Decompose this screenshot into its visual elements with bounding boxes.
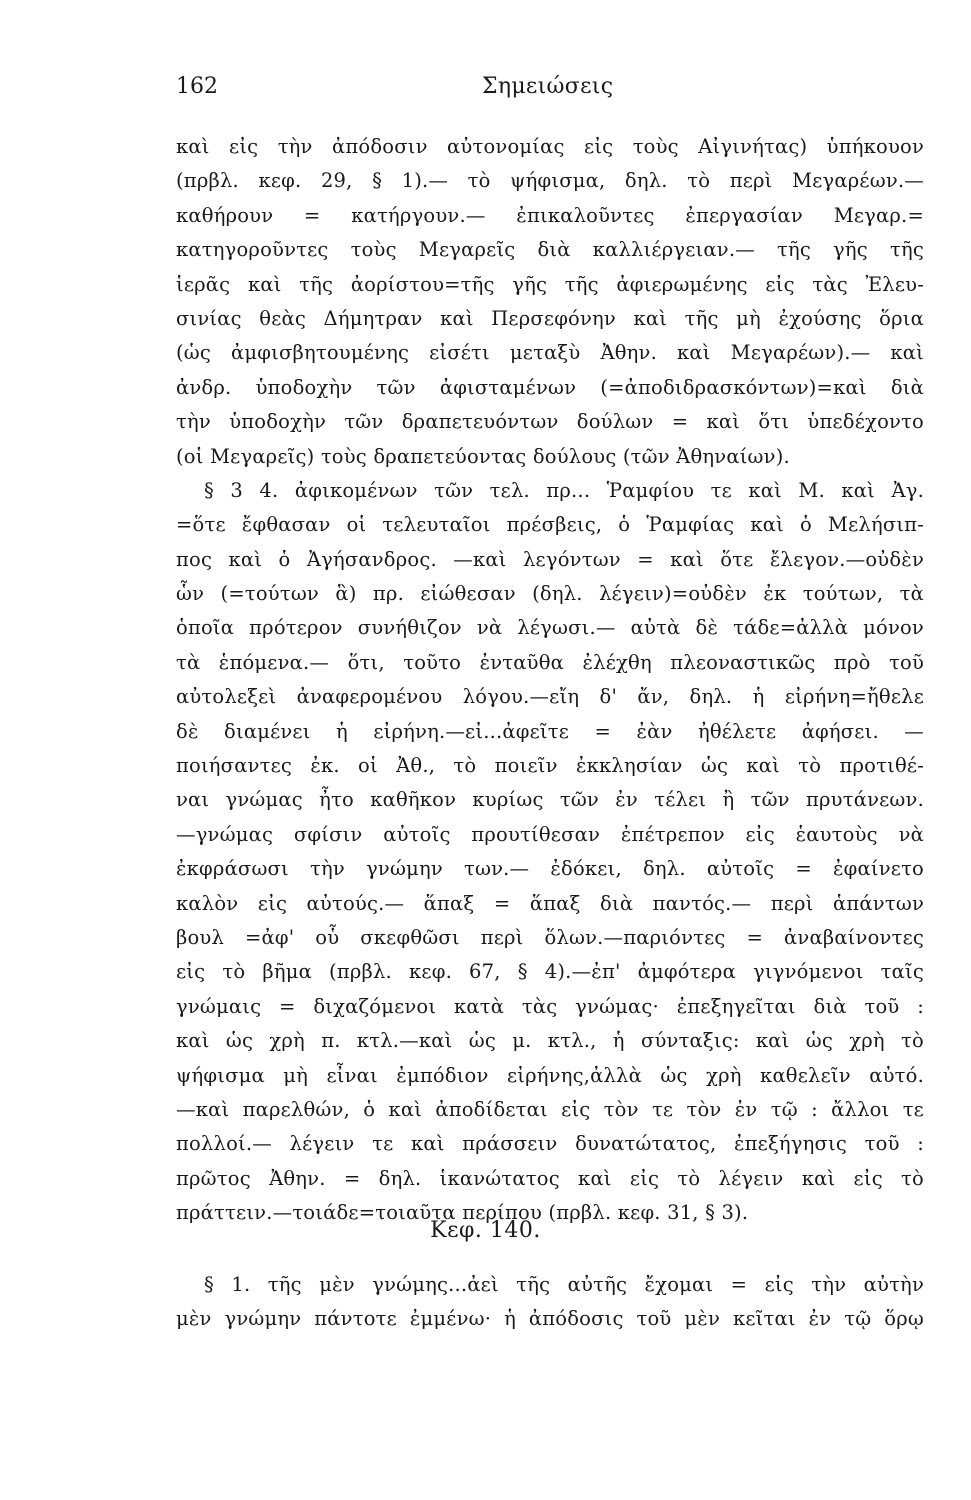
text-line: ἱερᾶς καὶ τῆς ἀορίστου=τῆς γῆς τῆς ἀφιερωμένης εἰς τὰς Ἐλευ- xyxy=(176,272,924,296)
text-line: γνώμαις = διχαζόμενοι κατὰ τὰς γνώμας· ἐπεξηγεῖται διὰ τοῦ : xyxy=(176,994,924,1018)
text-line: σινίας θεὰς Δήμητραν καὶ Περσεφόνην καὶ τῆς μὴ ἐχούσης ὅρια xyxy=(176,306,924,330)
text-line: πος καὶ ὁ Ἀγήσανδρος. —καὶ λεγόντων = καὶ ὅτε ἔλεγον.—οὐδὲν xyxy=(176,547,924,571)
text-line: αὐτολεξεὶ ἀναφερομένου λόγου.—εἴη δ' ἄν, δηλ. ἡ εἰρήνη=ἤθελε xyxy=(176,685,924,709)
chapter-heading: Κεφ. 140. xyxy=(430,1218,541,1243)
text-line: βουλ =ἀφ' οὗ σκεφθῶσι περὶ ὅλων.—παριόντες = ἀναβαίνοντες xyxy=(176,925,924,949)
notes-text-block xyxy=(176,130,924,1231)
text-line: § 3 4. ἀφικομένων τῶν τελ. πρ... Ῥαμφίου τε καὶ Μ. καὶ Ἀγ. xyxy=(204,478,924,502)
text-line: πρῶτος Ἀθην. = δηλ. ἱκανώτατος καὶ εἰς τὸ λέγειν καὶ εἰς τὸ xyxy=(176,1166,924,1190)
text-line: καλὸν εἰς αὐτούς.— ἅπαξ = ἅπαξ διὰ παντός.— περὶ ἁπάντων xyxy=(176,891,924,915)
text-line: τὴν ὑποδοχὴν τῶν δραπετευόντων δούλων = καὶ ὅτι ὑπεδέχοντο xyxy=(176,410,924,434)
text-line: ὧν (=τούτων ἃ) πρ. εἰώθεσαν (δηλ. λέγειν)=οὐδὲν ἐκ τούτων, τὰ xyxy=(176,582,924,606)
running-title: Σημειώσεις xyxy=(482,74,614,99)
text-line: (ὡς ἀμφισβητουμένης εἰσέτι μεταξὺ Ἀθην. καὶ Μεγαρέων).— καὶ xyxy=(176,341,924,365)
text-line: καὶ εἰς τὴν ἀπόδοσιν αὐτονομίας εἰς τοὺς Αἰγινήτας) ὑπήκουον xyxy=(176,135,924,158)
text-line: εἰς τὸ βῆμα (πρβλ. κεφ. 67, § 4).—ἐπ' ἀμφότερα γιγνόμενοι ταῖς xyxy=(176,960,924,984)
chapter-140-text-block xyxy=(176,1268,924,1337)
text-line: ἐκφράσωσι τὴν γνώμην των.— ἐδόκει, δηλ. αὐτοῖς = ἐφαίνετο xyxy=(176,857,924,881)
text-line: καθήρουν = κατήργουν.— ἐπικαλοῦντες ἐπεργασίαν Μεγαρ.= xyxy=(176,203,924,227)
text-line: πολλοί.— λέγειν τε καὶ πράσσειν δυνατώτατος, ἐπεξήγησις τοῦ : xyxy=(176,1132,924,1156)
text-line: ἀνδρ. ὑποδοχὴν τῶν ἀφισταμένων (=ἀποδιδρασκόντων)=καὶ διὰ xyxy=(176,375,924,399)
text-line: ψήφισμα μὴ εἶναι ἐμπόδιον εἰρήνης,ἀλλὰ ὡς χρὴ καθελεῖν αὐτό. xyxy=(176,1063,924,1087)
text-line: —γνώμας σφίσιν αὐτοῖς προυτίθεσαν ἐπέτρεπον εἰς ἑαυτοὺς νὰ xyxy=(176,822,924,846)
text-line: (πρβλ. κεφ. 29, § 1).— τὸ ψήφισμα, δηλ. τὸ περὶ Μεγαρέων.— xyxy=(176,169,924,193)
text-line: (οἱ Μεγαρεῖς) τοὺς δραπετεύοντας δούλους (τῶν Ἀθηναίων). xyxy=(176,444,790,468)
text-line: —καὶ παρελθών, ὁ καὶ ἀποδίδεται εἰς τὸν τε τὸν ἐν τῷ : ἄλλοι τε xyxy=(176,1097,924,1121)
text-line: ναι γνώμας ἦτο καθῆκον κυρίως τῶν ἐν τέλει ἢ τῶν πρυτάνεων. xyxy=(176,788,924,812)
text-line: δὲ διαμένει ἡ εἰρήνη.—εἰ...ἀφεῖτε = ἐὰν ἠθέλετε ἀφήσει. — xyxy=(176,719,924,743)
text-line: τὰ ἑπόμενα.— ὅτι, τοῦτο ἐνταῦθα ἐλέχθη πλεοναστικῶς πρὸ τοῦ xyxy=(176,650,924,674)
text-line: πράττειν.—τοιάδε=τοιαῦτα περίπου (πρβλ. κεφ. 31, § 3). xyxy=(176,1201,749,1225)
text-line: κατηγοροῦντες τοὺς Μεγαρεῖς διὰ καλλιέργειαν.— τῆς γῆς τῆς xyxy=(176,238,924,262)
page-header xyxy=(176,74,916,108)
text-line: § 1. τῆς μὲν γνώμης...ἀεὶ τῆς αὐτῆς ἔχομαι = εἰς τὴν αὐτὴν xyxy=(204,1273,924,1296)
text-line: ποιήσαντες ἐκ. οἱ Ἀθ., τὸ ποιεῖν ἐκκλησίαν ὡς καὶ τὸ προτιθέ- xyxy=(176,754,924,778)
text-line: ὁποῖα πρότερον συνήθιζον νὰ λέγωσι.— αὐτὰ δὲ τάδε=ἀλλὰ μόνον xyxy=(176,616,924,640)
page-number: 162 xyxy=(176,74,218,99)
text-line: μὲν γνώμην πάντοτε ἐμμένω· ἡ ἀπόδοσις τοῦ μὲν κεῖται ἐν τῷ ὅρῳ xyxy=(176,1307,924,1331)
text-line: καὶ ὡς χρὴ π. κτλ.—καὶ ὡς μ. κτλ., ἡ σύνταξις: καὶ ὡς χρὴ τὸ xyxy=(176,1029,924,1053)
text-line: =ὅτε ἔφθασαν οἱ τελευταῖοι πρέσβεις, ὁ Ῥαμφίας καὶ ὁ Μελήσιπ- xyxy=(176,513,924,537)
